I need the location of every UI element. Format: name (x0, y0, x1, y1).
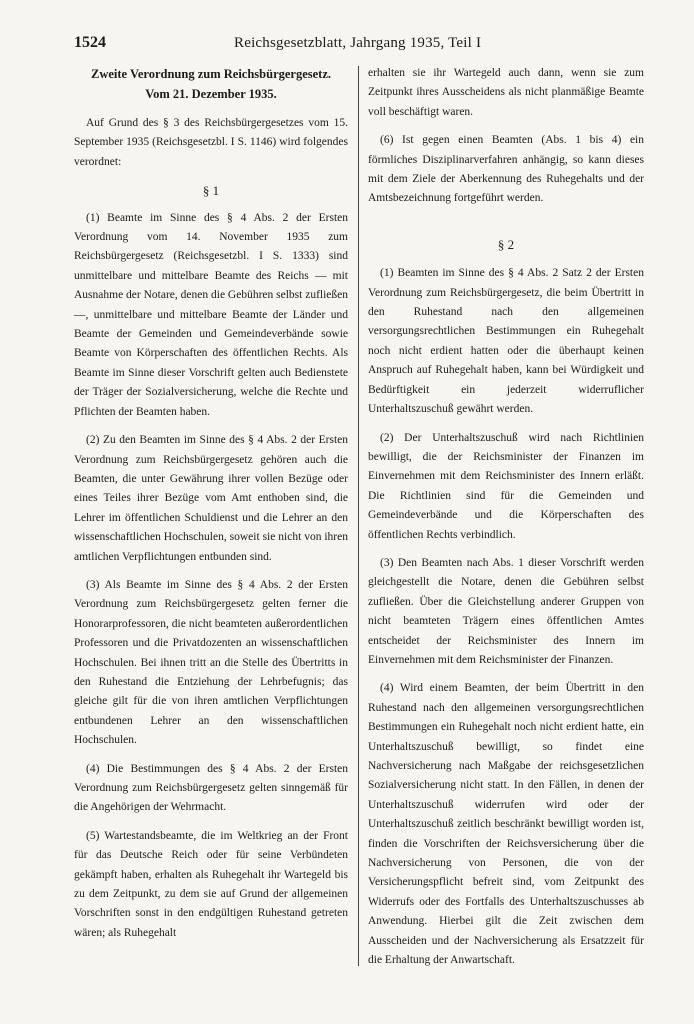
paragraph-2-4: (4) Wird einem Beamten, der beim Übertritt in den Ruhestand nach den allgemeinen versorgungsrechtlichen Bestimmungen ein Ruhegehalt noch nicht erdient hatte, ein Unterhaltszuschuß bewilligt, so findet eine Nachversicherung nach Maßgabe der reichsgesetzlichen Sozialversicherung nicht statt. In den Fällen, in denen der Unterhaltszuschuß widerrufen wird oder der Unterhaltszuschuß zeitlich beschränkt bewilligt worden ist, finden die Vorschriften der Reichsversicherung über die Nachversicherung von Personen, die von der Versicherungspflicht befreit sind, vom Zeitpunkt des Widerrufs oder des Fortfalls des Unterhaltszuschusses ab Anwendung. Hierbei gilt die Zeit zwischen dem Ausscheiden und der Nachversicherung als Ersatzzeit für die Erhaltung der Anwartschaft. (368, 682, 644, 967)
paragraph-2-2: (2) Der Unterhaltszuschuß wird nach Richtlinien bewilligt, die der Reichsminister der Finanzen im Einvernehmen mit dem Reichsminister des Innern erläßt. Die Richtlinien sind für die Gemeinden und Gemeindeverbände und die Körperschaften des öffentlichen Rechts verbindlich. (368, 431, 644, 541)
preamble: Auf Grund des § 3 des Reichsbürgergesetzes vom 15. September 1935 (Reichsgesetzbl. I S. 1146) wird folgendes verordnet: (74, 117, 348, 168)
paragraph-1-6: (6) Ist gegen einen Beamten (Abs. 1 bis 4) ein förmliches Disziplinarverfahren anhängig, so kann dieses mit dem Ziele der Aberkennung des Ruhegehalts und der Amtsbezeichnung fortgeführt werden. (368, 134, 644, 205)
paragraph-1-3: (3) Als Beamte im Sinne des § 4 Abs. 2 der Ersten Verordnung zum Reichsbürgergesetz gelten ferner die Honorarprofessoren, die nicht beamteten außerordentlichen Professoren und die Privatdozenten an wissenschaftlichen Hochschulen. Bei ihnen tritt an die Stelle des Übertritts in den Ruhestand die Entziehung der Lehrbefugnis; das gleiche gilt für die von ihren amtlichen Verpflichtungen entbundenen Lehrer an den wissenschaftlichen Hochschulen. (74, 578, 348, 747)
page-header (74, 34, 660, 56)
ordinance-date: Vom 21. Dezember 1935. (145, 87, 277, 101)
paragraph-2-1: (1) Beamten im Sinne des § 4 Abs. 2 Satz 2 der Ersten Verordnung zum Reichsbürgergesetz, die beim Übertritt in den Ruhestand nach den allgemeinen versorgungsrechtlichen Bestimmungen ein Ruhegehalt noch nicht erdient hatten oder die überhaupt keinen Anspruch auf Ruhegehalt haben, kann bei Würdigkeit und Bedürftigkeit ein jederzeit widerruflicher Unterhaltszuschuß gewährt werden. (368, 267, 644, 416)
section-heading-1: § 1 (202, 183, 220, 199)
paragraph-2-3: (3) Den Beamten nach Abs. 1 dieser Vorschrift werden gleichgestellt die Notare, denen die Gebühren selbst zufließen. Über die Gleichstellung anderer Gruppen von nicht beamteten Trägern eines öffentlichen Amtes entscheidet der Reichsminister des Innern im Einvernehmen mit dem Reichsminister der Finanzen. (368, 556, 644, 666)
ordinance-title: Zweite Verordnung zum Reichsbürgergesetz. (90, 67, 332, 81)
paragraph-1-1: (1) Beamte im Sinne des § 4 Abs. 2 der Ersten Verordnung vom 14. November 1935 zum Reichsbürgergesetz (Reichsgesetzbl. I S. 1333) sind unmittelbare und mittelbare Beamte des Reichs — mit Ausnahme der Notare, denen die Gebühren selbst zufließen —, unmittelbare und mittelbare Beamte der Länder und Beamte der Gemeinden und Gemeindeverbände sowie Beamte von Körperschaften des öffentlichen Rechts. Als Beamte im Sinne dieser Vorschrift gelten auch Bedienstete der Träger der Sozialversicherung, welche die Rechte und Pflichten der Beamten haben. (74, 211, 348, 418)
running-head: Reichsgesetzblatt, Jahrgang 1935, Teil I (234, 35, 482, 51)
section-heading-2: § 2 (497, 236, 515, 252)
paragraph-1-2: (2) Zu den Beamten im Sinne des § 4 Abs. 2 der Ersten Verordnung zum Reichsbürgergesetz gehören auch die Beamten, die unter Gewährung ihrer vollen Bezüge oder eines Teiles ihrer Bezüge vom Amt enthoben sind, die Lehrer im öffentlichen Schuldienst und die Lehrer an den wissenschaftlichen Hochschulen, soweit sie nicht von ihren amtlichen Verpflichtungen entbunden sind. (74, 434, 348, 563)
paragraph-1-4: (4) Die Bestimmungen des § 4 Abs. 2 der Ersten Verordnung zum Reichsbürgergesetz gelten sinngemäß für die Angehörigen der Wehrmacht. (74, 762, 348, 814)
paragraph-1-5: (5) Wartestandsbeamte, die im Weltkrieg an der Front für das Deutsche Reich oder für seine Verbündeten gekämpft haben, erhalten als Ruhegehalt ihr Wartegeld bis zu dem Zeitpunkt, zu dem sie auf Grund der allgemeinen Vorschriften sonst in den endgültigen Ruhestand getreten wären; als Ruhegehalt (74, 829, 348, 939)
page-number: 1524 (74, 34, 106, 51)
right-column (368, 64, 644, 979)
left-column (74, 64, 348, 952)
column-divider (358, 66, 359, 966)
paragraph-1-5-continuation: erhalten sie ihr Wartegeld auch dann, wenn sie zum Zeitpunkt ihres Ausscheidens als nicht planmäßige Beamte voll beschäftigt waren. (368, 67, 644, 118)
